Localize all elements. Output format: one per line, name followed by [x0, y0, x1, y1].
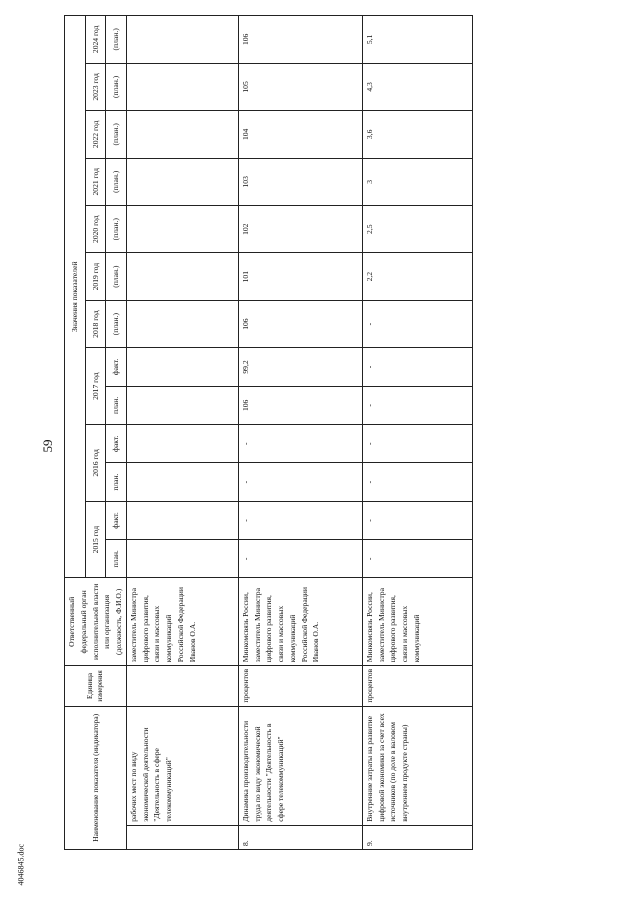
- value-cell: -: [362, 425, 472, 463]
- header-year-2018: 2018 год: [85, 300, 106, 347]
- value-cell: [126, 300, 238, 347]
- unit-cell: [126, 666, 238, 706]
- value-cell: -: [362, 300, 472, 347]
- value-cell: [126, 158, 238, 205]
- value-cell: 104: [238, 111, 362, 158]
- header-year-2021: 2021 год: [85, 158, 106, 205]
- value-cell: [126, 16, 238, 64]
- header-year-2024: 2024 год: [85, 16, 106, 64]
- value-cell: -: [362, 540, 472, 578]
- value-cell: [126, 386, 238, 424]
- value-cell: -: [362, 348, 472, 386]
- header-fact: факт.: [106, 348, 127, 386]
- responsible-cell: Минкомсвязь России, заместитель Министра цифрового развития, связи и массовых коммуникаций: [362, 578, 472, 666]
- value-cell: 3,6: [362, 111, 472, 158]
- row-number: 9.: [362, 825, 472, 849]
- header-plan-paren: (план.): [106, 300, 127, 347]
- header-plan-paren: (план.): [106, 63, 127, 110]
- value-cell: -: [362, 463, 472, 501]
- value-cell: 105: [238, 63, 362, 110]
- responsible-cell: Минкомсвязь России, заместитель Министра цифрового развития, связи и массовых коммуникаций Российской Федерации Иванов О.А.: [238, 578, 362, 666]
- value-cell: [126, 425, 238, 463]
- indicator-name: рабочих мест по виду экономической деятельности "Деятельность в сфере телекоммуникаций": [126, 706, 238, 825]
- value-cell: 2,5: [362, 206, 472, 253]
- header-year-2023: 2023 год: [85, 63, 106, 110]
- value-cell: 106: [238, 300, 362, 347]
- header-unit: Единица измерения: [65, 666, 127, 706]
- value-cell: [126, 348, 238, 386]
- document-code: 4046845.doc: [16, 843, 26, 886]
- value-cell: [126, 253, 238, 300]
- indicators-table: [64, 15, 473, 850]
- table-row: [362, 16, 472, 850]
- header-plan: план.: [106, 386, 127, 424]
- header-fact: факт.: [106, 501, 127, 539]
- value-cell: -: [362, 386, 472, 424]
- value-cell: [126, 111, 238, 158]
- value-cell: [126, 206, 238, 253]
- value-cell: 101: [238, 253, 362, 300]
- value-cell: [126, 501, 238, 539]
- header-plan: план.: [106, 463, 127, 501]
- table-row: [238, 16, 362, 850]
- header-plan-paren: (план.): [106, 158, 127, 205]
- value-cell: 106: [238, 386, 362, 424]
- responsible-cell: заместитель Министра цифрового развития, связи и массовых коммуникаций Российской Федерации Иванов О.А.: [126, 578, 238, 666]
- header-indicator-name: Наименование показателя (индикатора): [65, 706, 127, 849]
- value-cell: 5,1: [362, 16, 472, 64]
- value-cell: 106: [238, 16, 362, 64]
- row-number: 8.: [238, 825, 362, 849]
- header-year-2015: 2015 год: [85, 501, 106, 578]
- value-cell: -: [362, 501, 472, 539]
- page-number: 59: [40, 439, 55, 453]
- value-cell: 102: [238, 206, 362, 253]
- value-cell: [126, 463, 238, 501]
- indicator-name: Внутренние затраты на развитие цифровой экономики за счет всех источников (по доле в валовом внутреннем продукте страны): [362, 706, 472, 825]
- value-cell: 4,3: [362, 63, 472, 110]
- header-year-2019: 2019 год: [85, 253, 106, 300]
- row-number: [126, 825, 238, 849]
- value-cell: -: [238, 501, 362, 539]
- header-plan: план.: [106, 540, 127, 578]
- value-cell: -: [238, 463, 362, 501]
- header-year-2016: 2016 год: [85, 425, 106, 502]
- header-plan-paren: (план.): [106, 206, 127, 253]
- header-year-2020: 2020 год: [85, 206, 106, 253]
- value-cell: 99,2: [238, 348, 362, 386]
- value-cell: [126, 63, 238, 110]
- table-row: [126, 16, 238, 850]
- value-cell: -: [238, 540, 362, 578]
- value-cell: 103: [238, 158, 362, 205]
- unit-cell: процентов: [362, 666, 472, 706]
- unit-cell: процентов: [238, 666, 362, 706]
- header-year-2022: 2022 год: [85, 111, 106, 158]
- value-cell: 2,2: [362, 253, 472, 300]
- value-cell: -: [238, 425, 362, 463]
- header-responsible: Ответственный федеральный орган исполнительной власти или организация (должность, Ф.И.О.): [65, 578, 127, 666]
- header-year-2017: 2017 год: [85, 348, 106, 425]
- value-cell: [126, 540, 238, 578]
- header-plan-paren: (план.): [106, 253, 127, 300]
- header-plan-paren: (план.): [106, 111, 127, 158]
- indicator-name: Динамика производительности труда по виду экономической деятельности "Деятельность в сфере телекоммуникаций": [238, 706, 362, 825]
- value-cell: 3: [362, 158, 472, 205]
- header-plan-paren: (план.): [106, 16, 127, 64]
- header-values-group: Значения показателей: [65, 16, 86, 578]
- header-fact: факт.: [106, 425, 127, 463]
